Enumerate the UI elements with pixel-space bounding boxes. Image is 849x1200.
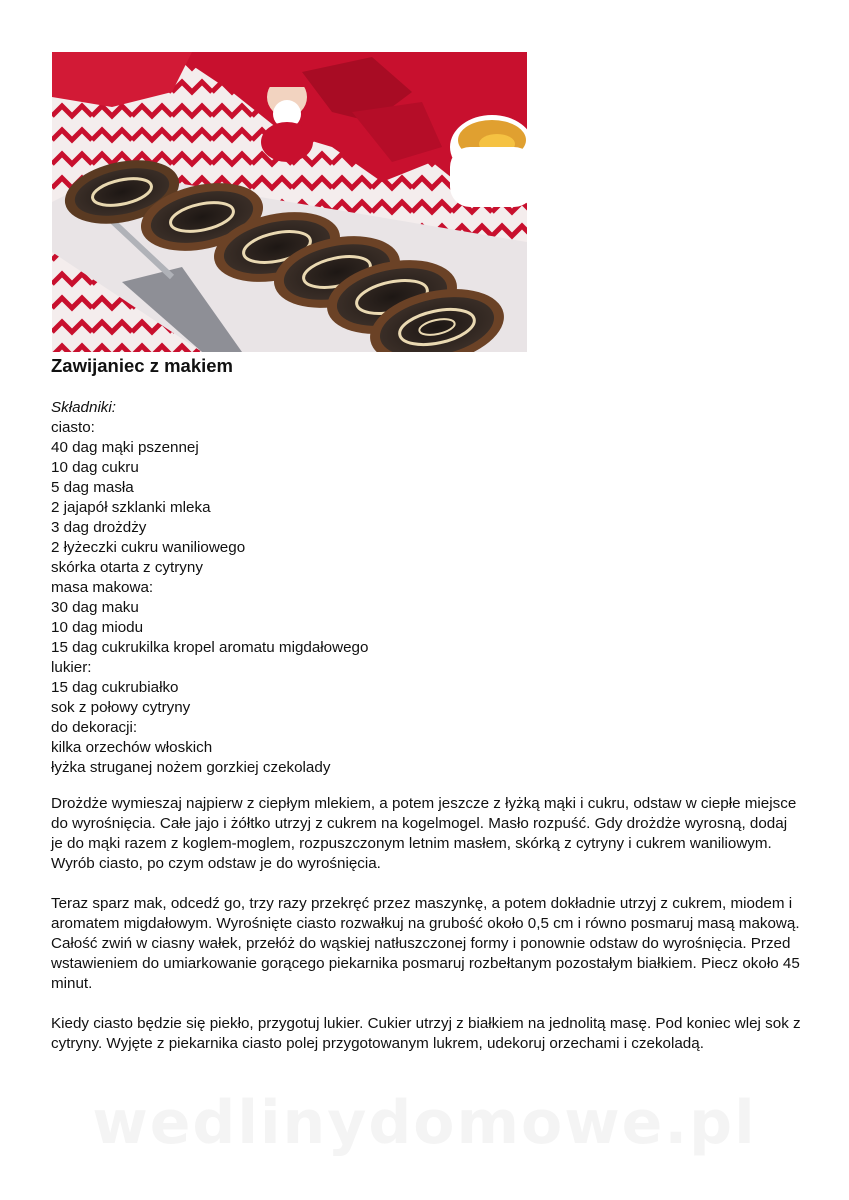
ingredient-line: 10 dag cukru	[51, 459, 139, 476]
recipe-title: Zawijaniec z makiem	[51, 355, 234, 376]
recipe-photo	[52, 52, 527, 352]
ingredient-line: ciasto:	[51, 419, 95, 436]
step-paragraph: Teraz sparz mak, odcedź go, trzy razy przekręć przez maszynkę, a potem dokładnie utrzyj z cukrem, miodem i aromatem migdałowym. Wyrośnięte ciasto rozwałkuj na grubość około 0,5 cm i równo posmaruj masą makową. Całość zwiń w ciasny wałek, przełóż do wąskiej natłuszczonej formy i ponownie odstaw do wyrośnięcia. Przed wstawieniem do umiarkowanie gorącego piekarnika posmaruj rozbełtanym pozostałym białkiem. Piecz około 45 minut.	[51, 895, 800, 992]
ingredient-line: 30 dag maku	[51, 599, 139, 616]
ingredients-heading: Składniki:	[51, 399, 116, 416]
ingredient-line: masa makowa:	[51, 579, 154, 596]
ingredient-line: 15 dag cukrukilka kropel aromatu migdałowego	[51, 639, 369, 656]
ingredient-line: kilka orzechów włoskich	[51, 739, 213, 756]
watermark: wedlinydomowe.pl	[92, 1088, 757, 1158]
ingredient-line: 2 łyżeczki cukru waniliowego	[51, 539, 246, 556]
preparation-steps	[51, 794, 801, 1074]
ingredient-line: 5 dag masła	[51, 479, 134, 496]
ingredient-line: skórka otarta z cytryny	[51, 559, 203, 576]
ingredient-line: lukier:	[51, 659, 92, 676]
step-paragraph: Drożdże wymieszaj najpierw z ciepłym mlekiem, a potem jeszcze z łyżką mąki i cukru, odstaw w ciepłe miejsce do wyrośnięcia. Całe jajo i żółtko utrzyj z cukrem na kogelmogel. Masło rozpuść. Gdy drożdże wyrosną, dodaj je do mąki razem z koglem-moglem, rozpuszczonym letnim masłem, skórką z cytryny i cukrem waniliowym. Wyrób ciasto, po czym odstaw je do wyrośnięcia.	[51, 795, 797, 872]
ingredient-line: 10 dag miodu	[51, 619, 144, 636]
ingredient-line: 3 dag drożdży	[51, 519, 147, 536]
ingredients-list	[51, 398, 368, 778]
ingredient-line: sok z połowy cytryny	[51, 699, 191, 716]
ingredient-line: 40 dag mąki pszennej	[51, 439, 199, 456]
ingredient-line: 15 dag cukrubiałko	[51, 679, 179, 696]
step-paragraph: Kiedy ciasto będzie się piekło, przygotuj lukier. Cukier utrzyj z białkiem na jednolitą masę. Pod koniec wlej sok z cytryny. Wyjęte z piekarnika ciasto polej przygotowanym lukrem, udekoruj orzechami i czekoladą.	[51, 1015, 801, 1052]
ingredient-line: łyżka struganej nożem gorzkiej czekolady	[51, 759, 331, 776]
ingredient-line: do dekoracji:	[51, 719, 138, 736]
ingredient-line: 2 jajapół szklanki mleka	[51, 499, 211, 516]
